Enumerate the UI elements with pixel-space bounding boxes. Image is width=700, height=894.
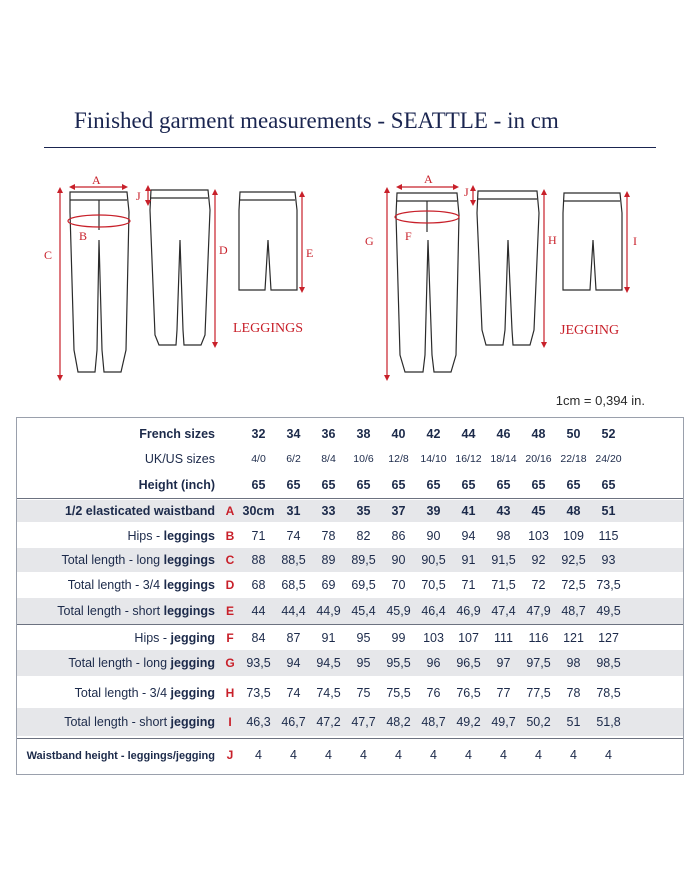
table-cell: 111 xyxy=(493,631,513,645)
table-cell: 22/18 xyxy=(560,453,587,465)
size-table xyxy=(16,417,684,775)
table-cell: 94,5 xyxy=(316,656,341,670)
table-row xyxy=(17,422,683,446)
table-cell: 78 xyxy=(321,529,336,543)
table-cell: 46,7 xyxy=(281,715,306,729)
row-values xyxy=(241,478,626,492)
table-cell: 4 xyxy=(535,748,542,762)
row-label xyxy=(17,504,215,518)
table-cell: 4 xyxy=(570,748,577,762)
table-cell: 87 xyxy=(286,631,301,645)
row-values xyxy=(241,631,626,645)
row-label-text: Total length - long xyxy=(61,553,164,567)
row-label-text: Total length - 3/4 xyxy=(74,686,171,700)
table-cell: 65 xyxy=(391,478,406,492)
table-cell: 96,5 xyxy=(456,656,481,670)
table-cell: 103 xyxy=(528,529,549,543)
table-cell: 34 xyxy=(286,427,301,441)
row-values xyxy=(241,686,626,700)
row-label xyxy=(17,604,215,618)
table-cell: 65 xyxy=(461,478,476,492)
table-cell: 115 xyxy=(598,529,619,543)
table-cell: 18/14 xyxy=(490,453,517,465)
row-label-garment: leggings xyxy=(163,578,215,592)
table-cell: 48,7 xyxy=(421,715,446,729)
table-cell: 84 xyxy=(251,631,266,645)
row-label xyxy=(17,452,215,466)
table-cell: 65 xyxy=(356,478,371,492)
table-row xyxy=(17,472,683,498)
row-label xyxy=(17,748,215,762)
table-cell: 49,7 xyxy=(491,715,516,729)
table-cell: 44 xyxy=(461,427,476,441)
table-cell: 31 xyxy=(286,504,301,518)
row-label xyxy=(17,578,215,592)
table-cell: 91,5 xyxy=(491,553,516,567)
table-cell: 78 xyxy=(566,686,581,700)
table-cell: 74 xyxy=(286,529,301,543)
table-cell: 46,3 xyxy=(246,715,271,729)
table-cell: 4 xyxy=(395,748,402,762)
table-cell: 35 xyxy=(356,504,371,518)
table-cell: 70 xyxy=(391,578,406,592)
table-cell: 90 xyxy=(426,529,441,543)
table-cell: 48,2 xyxy=(386,715,411,729)
table-cell: 74 xyxy=(286,686,301,700)
table-cell: 98,5 xyxy=(596,656,621,670)
row-label-text: 1/2 elasticated waistband xyxy=(64,504,215,518)
leggings-label: LEGGINGS xyxy=(233,321,303,336)
row-values xyxy=(241,504,626,518)
table-row xyxy=(17,626,683,650)
table-cell: 38 xyxy=(356,427,371,441)
table-row xyxy=(17,548,683,572)
table-cell: 98 xyxy=(496,529,511,543)
table-cell: 65 xyxy=(426,478,441,492)
row-values xyxy=(241,453,626,465)
label-a-jegging: A xyxy=(424,172,433,186)
table-row xyxy=(17,740,683,770)
table-cell: 50 xyxy=(566,427,581,441)
row-label-text: Hips - xyxy=(127,529,164,543)
measurement-letter: F xyxy=(226,631,234,645)
table-cell: 77,5 xyxy=(526,686,551,700)
row-label-garment: leggings xyxy=(163,553,215,567)
row-label-text: French sizes xyxy=(139,427,215,441)
row-label-text: Total length - long xyxy=(68,656,171,670)
row-values xyxy=(241,656,626,670)
row-label-garment: jegging xyxy=(170,686,215,700)
table-cell: 65 xyxy=(286,478,301,492)
table-cell: 88 xyxy=(251,553,266,567)
table-cell: 97 xyxy=(496,656,511,670)
table-cell: 72 xyxy=(531,578,546,592)
table-cell: 88,5 xyxy=(281,553,306,567)
label-d: D xyxy=(219,243,228,257)
table-cell: 4 xyxy=(430,748,437,762)
table-cell: 99 xyxy=(391,631,406,645)
table-row xyxy=(17,650,683,676)
row-label-text: UK/US sizes xyxy=(144,452,215,466)
row-label-garment: leggings xyxy=(163,529,215,543)
table-cell: 52 xyxy=(601,427,616,441)
table-cell: 76,5 xyxy=(456,686,481,700)
table-cell: 46,4 xyxy=(421,604,446,618)
table-cell: 95 xyxy=(356,631,371,645)
table-cell: 4 xyxy=(325,748,332,762)
row-values xyxy=(241,748,626,762)
table-cell: 75,5 xyxy=(386,686,411,700)
garment-diagrams xyxy=(0,160,700,390)
table-cell: 43 xyxy=(496,504,511,518)
table-cell: 69 xyxy=(321,578,336,592)
table-cell: 97,5 xyxy=(526,656,551,670)
table-cell: 95 xyxy=(356,656,371,670)
row-label-text: Height (inch) xyxy=(138,478,215,492)
table-cell: 47,9 xyxy=(526,604,551,618)
label-e: E xyxy=(306,246,314,260)
table-cell: 69,5 xyxy=(351,578,376,592)
table-cell: 89 xyxy=(321,553,336,567)
table-cell: 46,9 xyxy=(456,604,481,618)
table-cell: 82 xyxy=(356,529,371,543)
table-cell: 73,5 xyxy=(596,578,621,592)
table-divider xyxy=(17,738,683,739)
row-values xyxy=(241,529,626,543)
table-row xyxy=(17,500,683,522)
table-cell: 33 xyxy=(321,504,336,518)
table-cell: 65 xyxy=(601,478,616,492)
table-row xyxy=(17,598,683,624)
table-cell: 93 xyxy=(601,553,616,567)
row-label-text: Total length - short xyxy=(57,604,164,618)
row-label-text: Hips - xyxy=(134,631,171,645)
measurement-letter: E xyxy=(225,604,234,618)
table-cell: 70,5 xyxy=(421,578,446,592)
measurement-letter: C xyxy=(225,553,235,567)
title-divider xyxy=(44,147,656,148)
measurement-letter: D xyxy=(225,578,235,592)
row-label xyxy=(17,631,215,645)
table-cell: 68 xyxy=(251,578,266,592)
table-cell: 4/0 xyxy=(251,453,266,465)
table-row xyxy=(17,447,683,471)
table-divider xyxy=(17,498,683,499)
table-cell: 90 xyxy=(391,553,406,567)
row-label xyxy=(17,478,215,492)
row-values xyxy=(241,553,626,567)
table-cell: 71 xyxy=(251,529,266,543)
table-cell: 51,8 xyxy=(596,715,621,729)
table-cell: 36 xyxy=(321,427,336,441)
table-row xyxy=(17,708,683,736)
table-cell: 8/4 xyxy=(321,453,336,465)
label-h: H xyxy=(548,233,557,247)
table-cell: 71,5 xyxy=(491,578,516,592)
table-cell: 45,4 xyxy=(351,604,376,618)
table-cell: 73,5 xyxy=(246,686,271,700)
table-cell: 91 xyxy=(461,553,476,567)
table-cell: 44,4 xyxy=(281,604,306,618)
table-cell: 71 xyxy=(461,578,476,592)
table-row xyxy=(17,680,683,706)
table-cell: 4 xyxy=(290,748,297,762)
table-cell: 86 xyxy=(391,529,406,543)
table-divider xyxy=(17,624,683,625)
label-j-jegging: J xyxy=(464,185,469,199)
row-label-text: Total length - short xyxy=(64,715,171,729)
table-cell: 90,5 xyxy=(421,553,446,567)
table-cell: 16/12 xyxy=(455,453,482,465)
table-cell: 68,5 xyxy=(281,578,306,592)
table-cell: 65 xyxy=(566,478,581,492)
table-cell: 95,5 xyxy=(386,656,411,670)
label-g: G xyxy=(365,234,374,248)
measurement-letter: A xyxy=(225,504,235,518)
row-values xyxy=(241,715,626,729)
table-cell: 94 xyxy=(286,656,301,670)
table-cell: 4 xyxy=(500,748,507,762)
label-j-leggings: J xyxy=(136,189,141,203)
table-cell: 76 xyxy=(426,686,441,700)
table-cell: 98 xyxy=(566,656,581,670)
row-label-garment: jegging xyxy=(170,656,215,670)
table-row xyxy=(17,525,683,547)
table-cell: 44,9 xyxy=(316,604,341,618)
table-cell: 74,5 xyxy=(316,686,341,700)
table-cell: 127 xyxy=(598,631,619,645)
table-cell: 37 xyxy=(391,504,406,518)
row-label-garment: jegging xyxy=(170,631,215,645)
table-cell: 4 xyxy=(465,748,472,762)
table-cell: 10/6 xyxy=(353,453,374,465)
measurement-letter: H xyxy=(225,686,235,700)
row-label-text: Total length - 3/4 xyxy=(67,578,164,592)
table-cell: 39 xyxy=(426,504,441,518)
row-label xyxy=(17,686,215,700)
measurement-letter: I xyxy=(228,715,232,729)
row-label xyxy=(17,529,215,543)
table-cell: 48 xyxy=(566,504,581,518)
label-i: I xyxy=(633,234,637,248)
table-cell: 103 xyxy=(423,631,444,645)
jegging-label: JEGGING xyxy=(560,323,620,338)
row-label xyxy=(17,427,215,441)
table-cell: 47,7 xyxy=(351,715,376,729)
measurement-letter: B xyxy=(225,529,235,543)
table-cell: 45 xyxy=(531,504,546,518)
table-cell: 65 xyxy=(251,478,266,492)
table-cell: 40 xyxy=(391,427,406,441)
table-cell: 107 xyxy=(458,631,479,645)
label-b: B xyxy=(79,229,88,243)
table-cell: 12/8 xyxy=(388,453,409,465)
row-label-text: Waistband height - leggings/jegging xyxy=(26,750,215,762)
label-a-leggings: A xyxy=(92,173,101,187)
table-cell: 50,2 xyxy=(526,715,551,729)
table-cell: 48 xyxy=(531,427,546,441)
row-values xyxy=(241,578,626,592)
table-cell: 14/10 xyxy=(420,453,447,465)
table-cell: 48,7 xyxy=(561,604,586,618)
table-cell: 92 xyxy=(531,553,546,567)
table-cell: 96 xyxy=(426,656,441,670)
label-f: F xyxy=(405,229,412,243)
table-cell: 42 xyxy=(426,427,441,441)
table-cell: 41 xyxy=(461,504,476,518)
table-cell: 49,5 xyxy=(596,604,621,618)
row-label-garment: jegging xyxy=(170,715,215,729)
row-values xyxy=(241,427,626,441)
table-cell: 89,5 xyxy=(351,553,376,567)
table-cell: 75 xyxy=(356,686,371,700)
table-cell: 72,5 xyxy=(561,578,586,592)
table-cell: 65 xyxy=(321,478,336,492)
label-c: C xyxy=(44,248,53,262)
table-cell: 91 xyxy=(321,631,336,645)
table-cell: 116 xyxy=(528,631,549,645)
table-cell: 109 xyxy=(563,529,584,543)
table-cell: 77 xyxy=(496,686,511,700)
row-values xyxy=(241,604,626,618)
table-cell: 44 xyxy=(251,604,266,618)
unit-conversion-note: 1cm = 0,394 in. xyxy=(555,393,645,408)
table-cell: 32 xyxy=(251,427,266,441)
row-label xyxy=(17,553,215,567)
table-cell: 45,9 xyxy=(386,604,411,618)
table-cell: 65 xyxy=(496,478,511,492)
measurement-letter: G xyxy=(225,656,235,670)
row-label xyxy=(17,656,215,670)
table-cell: 92,5 xyxy=(561,553,586,567)
table-cell: 51 xyxy=(566,715,581,729)
table-cell: 47,4 xyxy=(491,604,516,618)
table-cell: 6/2 xyxy=(286,453,301,465)
row-label xyxy=(17,715,215,729)
table-row xyxy=(17,573,683,597)
page-title: Finished garment measurements - SEATTLE - in cm xyxy=(74,108,559,133)
table-cell: 51 xyxy=(601,504,616,518)
table-cell: 78,5 xyxy=(596,686,621,700)
table-cell: 94 xyxy=(461,529,476,543)
table-cell: 20/16 xyxy=(525,453,552,465)
row-label-garment: leggings xyxy=(163,604,215,618)
table-cell: 4 xyxy=(605,748,612,762)
table-cell: 121 xyxy=(563,631,584,645)
table-cell: 4 xyxy=(360,748,367,762)
table-cell: 49,2 xyxy=(456,715,481,729)
table-cell: 65 xyxy=(531,478,546,492)
measurement-letter: J xyxy=(226,748,234,762)
table-cell: 93,5 xyxy=(246,656,271,670)
table-cell: 47,2 xyxy=(316,715,341,729)
table-cell: 46 xyxy=(496,427,511,441)
table-cell: 24/20 xyxy=(595,453,622,465)
table-cell: 4 xyxy=(255,748,262,762)
table-cell: 30cm xyxy=(242,504,275,518)
